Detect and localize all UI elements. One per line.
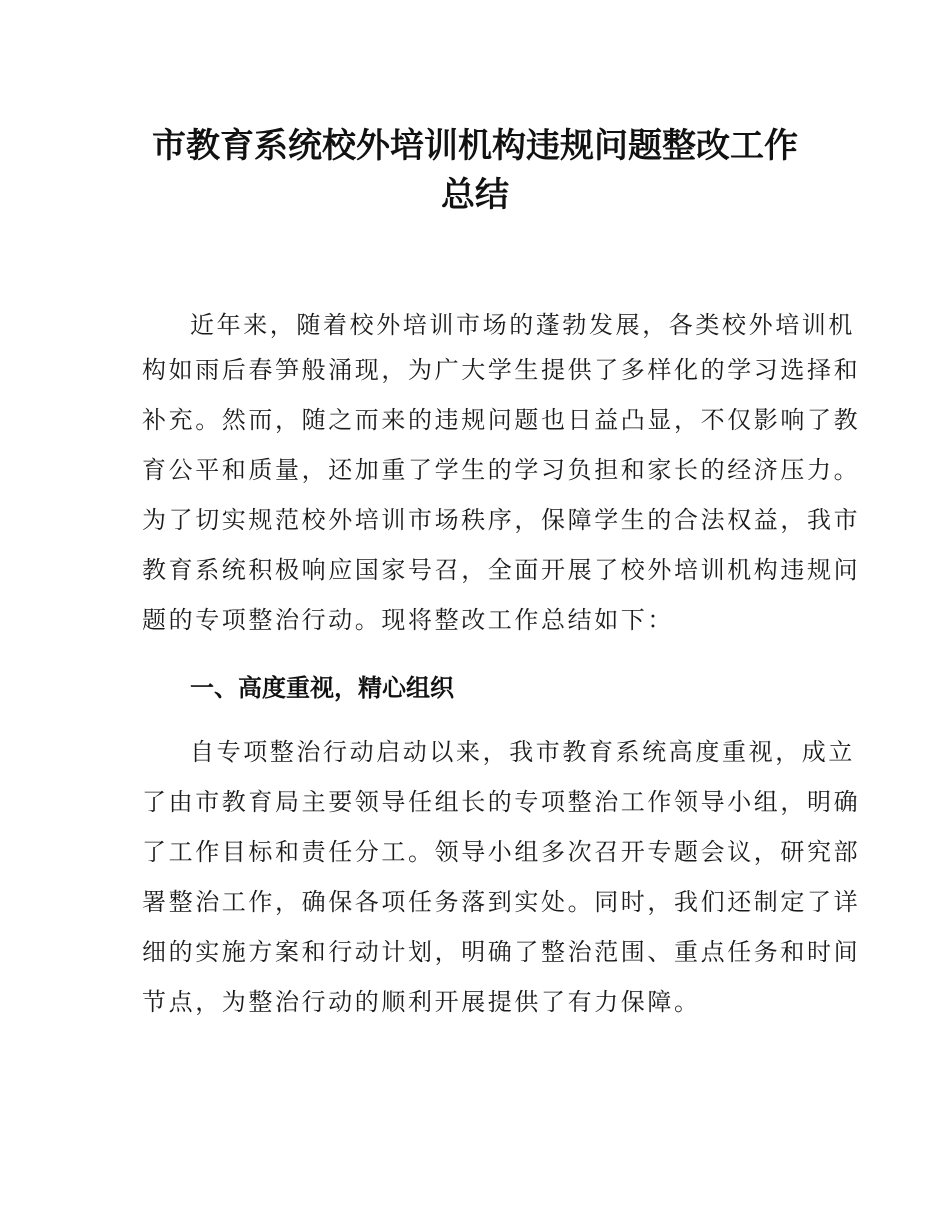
section-paragraph-line: 了由市教育局主要领导任组长的专项整治工作领导小组，明确 — [142, 788, 861, 816]
intro-paragraph-line: 构如雨后春笋般涌现，为广大学生提供了多样化的学习选择和 — [142, 356, 861, 384]
intro-paragraph-line: 近年来，随着校外培训市场的蓬勃发展，各类校外培训机 — [190, 311, 855, 339]
section-paragraph-line: 署整治工作，确保各项任务落到实处。同时，我们还制定了详 — [142, 888, 861, 916]
section-paragraph-line: 自专项整治行动启动以来，我市教育系统高度重视，成立 — [190, 738, 855, 766]
document-title-line-2: 总结 — [441, 175, 509, 215]
intro-paragraph-line: 育公平和质量，还加重了学生的学习负担和家长的经济压力。 — [142, 456, 861, 484]
section-paragraph-line: 了工作目标和责任分工。领导小组多次召开专题会议，研究部 — [142, 838, 861, 866]
intro-paragraph-line: 为了切实规范校外培训市场秩序，保障学生的合法权益，我市 — [142, 506, 861, 534]
intro-paragraph-line: 教育系统积极响应国家号召，全面开展了校外培训机构违规问 — [142, 556, 861, 584]
section-paragraph-line: 细的实施方案和行动计划，明确了整治范围、重点任务和时间 — [142, 938, 861, 966]
document-title-line-1: 市教育系统校外培训机构违规问题整改工作 — [152, 126, 798, 166]
intro-paragraph-line: 题的专项整治行动。现将整改工作总结如下： — [142, 606, 674, 634]
section-paragraph-line: 节点，为整治行动的顺利开展提供了有力保障。 — [142, 988, 701, 1016]
intro-paragraph-line: 补充。然而，随之而来的违规问题也日益凸显，不仅影响了教 — [142, 406, 861, 434]
section-heading: 一、高度重视，精心组织 — [190, 674, 454, 702]
